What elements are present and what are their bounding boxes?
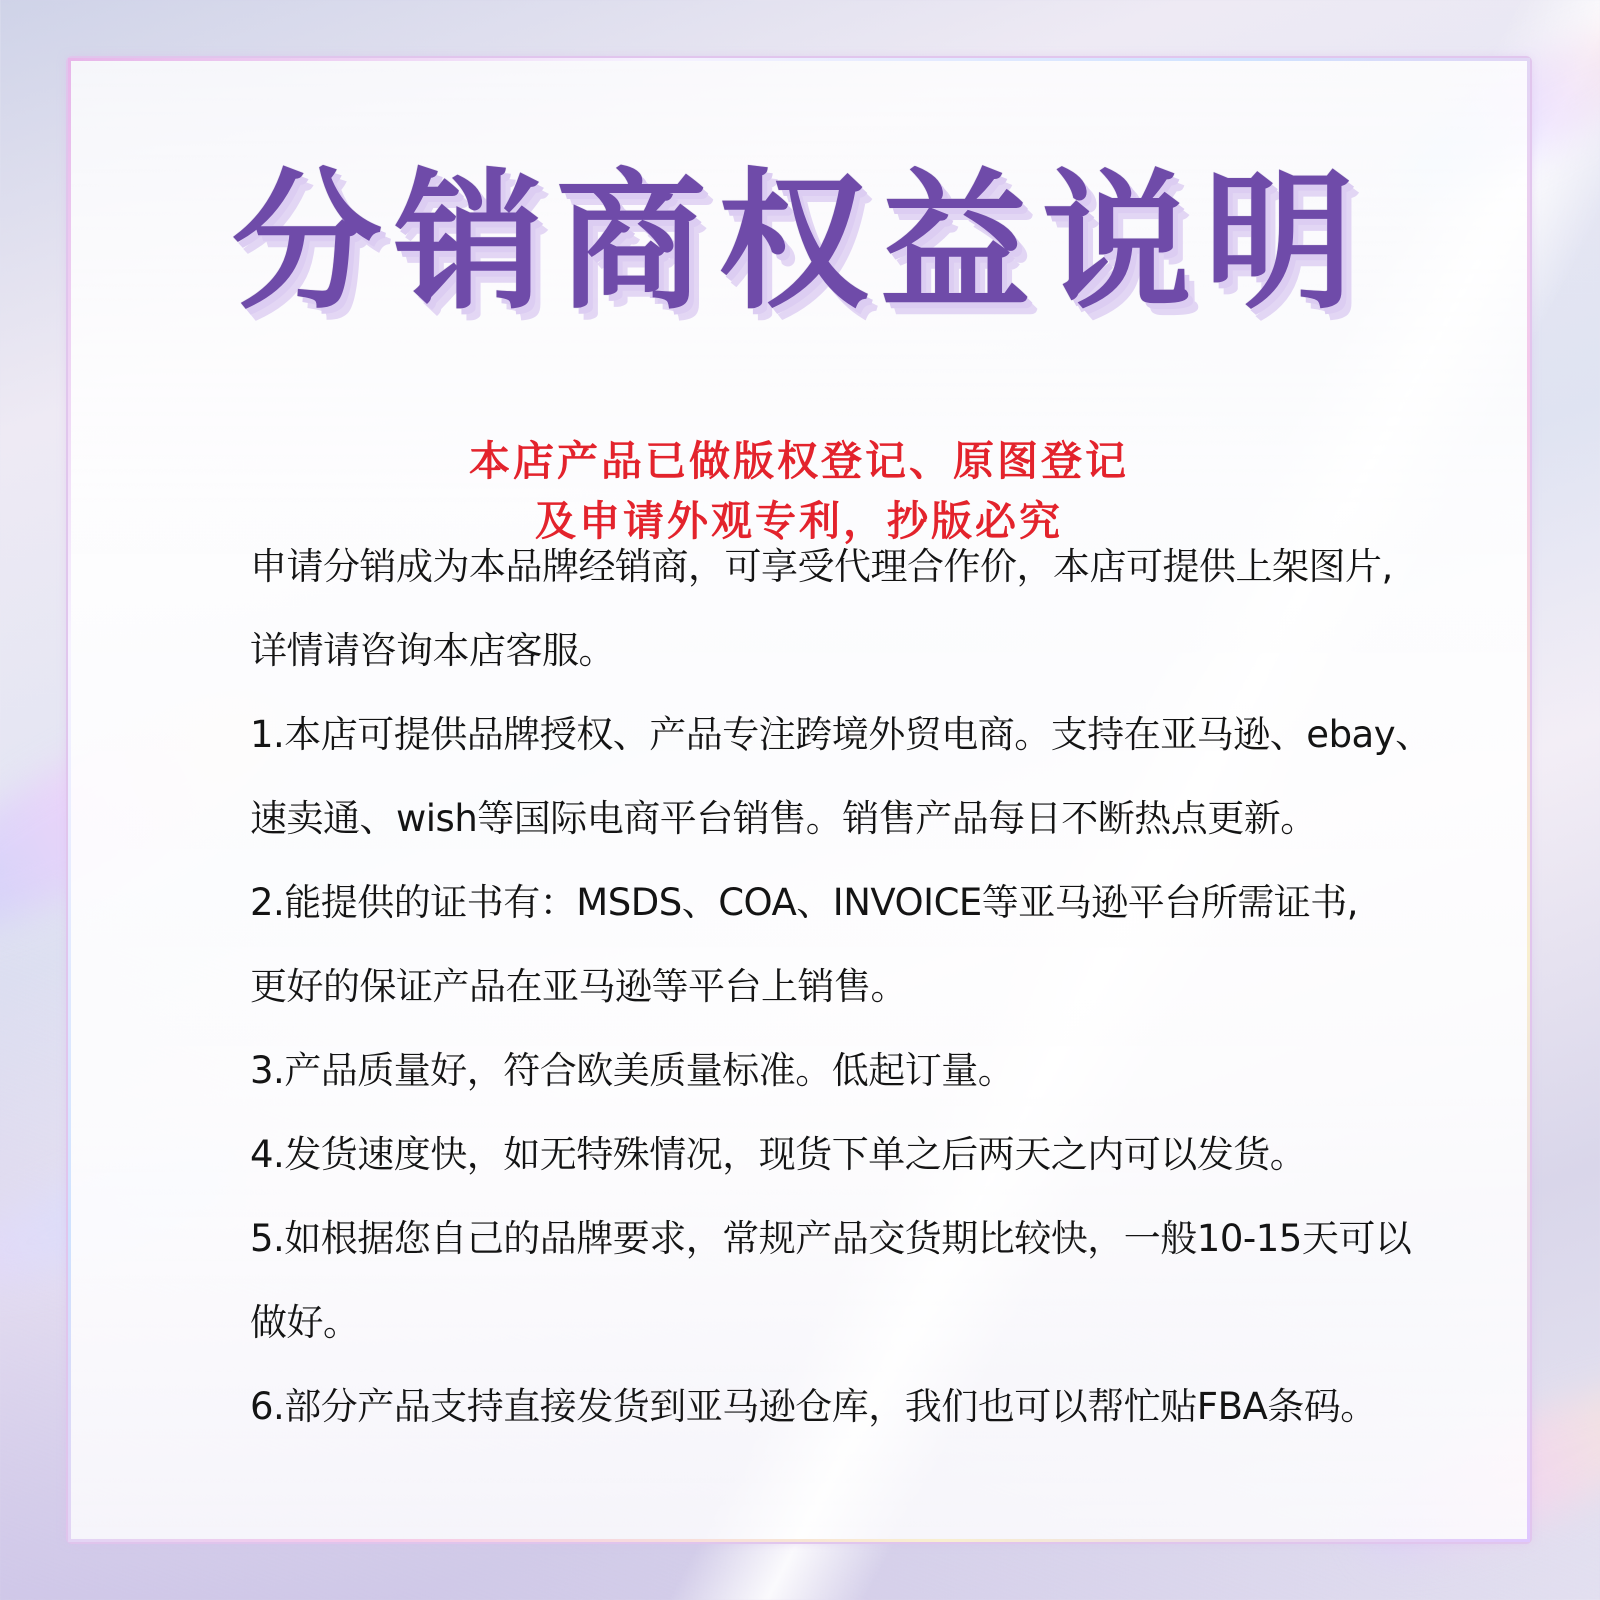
content-card bbox=[68, 58, 1530, 1542]
benefit-item-5-line-2: 做好。 bbox=[250, 1301, 360, 1344]
benefit-item-2-line-1: 2.能提供的证书有：MSDS、COA、INVOICE等亚马逊平台所需证书, bbox=[250, 881, 1359, 924]
benefit-item-4: 4.发货速度快，如无特殊情况，现货下单之后两天之内可以发货。 bbox=[250, 1133, 1307, 1176]
benefit-item-1-line-2: 速卖通、wish等国际电商平台销售。销售产品每日不断热点更新。 bbox=[250, 797, 1317, 840]
copyright-notice-line-2: 及申请外观专利，抄版必究 bbox=[535, 497, 1063, 545]
page-title: 分销商权益说明 bbox=[231, 154, 1366, 330]
benefit-item-1-line-1: 1.本店可提供品牌授权、产品专注跨境外贸电商。支持在亚马逊、ebay、 bbox=[250, 713, 1432, 756]
benefit-item-3: 3.产品质量好，符合欧美质量标准。低起订量。 bbox=[250, 1049, 1015, 1092]
benefit-item-5-line-1: 5.如根据您自己的品牌要求，常规产品交货期比较快，一般10-15天可以 bbox=[250, 1217, 1412, 1260]
benefit-item-6: 6.部分产品支持直接发货到亚马逊仓库，我们也可以帮忙贴FBA条码。 bbox=[250, 1385, 1377, 1428]
benefit-item-2-line-2: 更好的保证产品在亚马逊等平台上销售。 bbox=[250, 965, 907, 1008]
copyright-notice-line-1: 本店产品已做版权登记、原图登记 bbox=[469, 437, 1129, 485]
body-line-intro-1: 申请分销成为本品牌经销商，可享受代理合作价，本店可提供上架图片, bbox=[250, 545, 1393, 588]
body-line-intro-2: 详情请咨询本店客服。 bbox=[250, 629, 615, 672]
